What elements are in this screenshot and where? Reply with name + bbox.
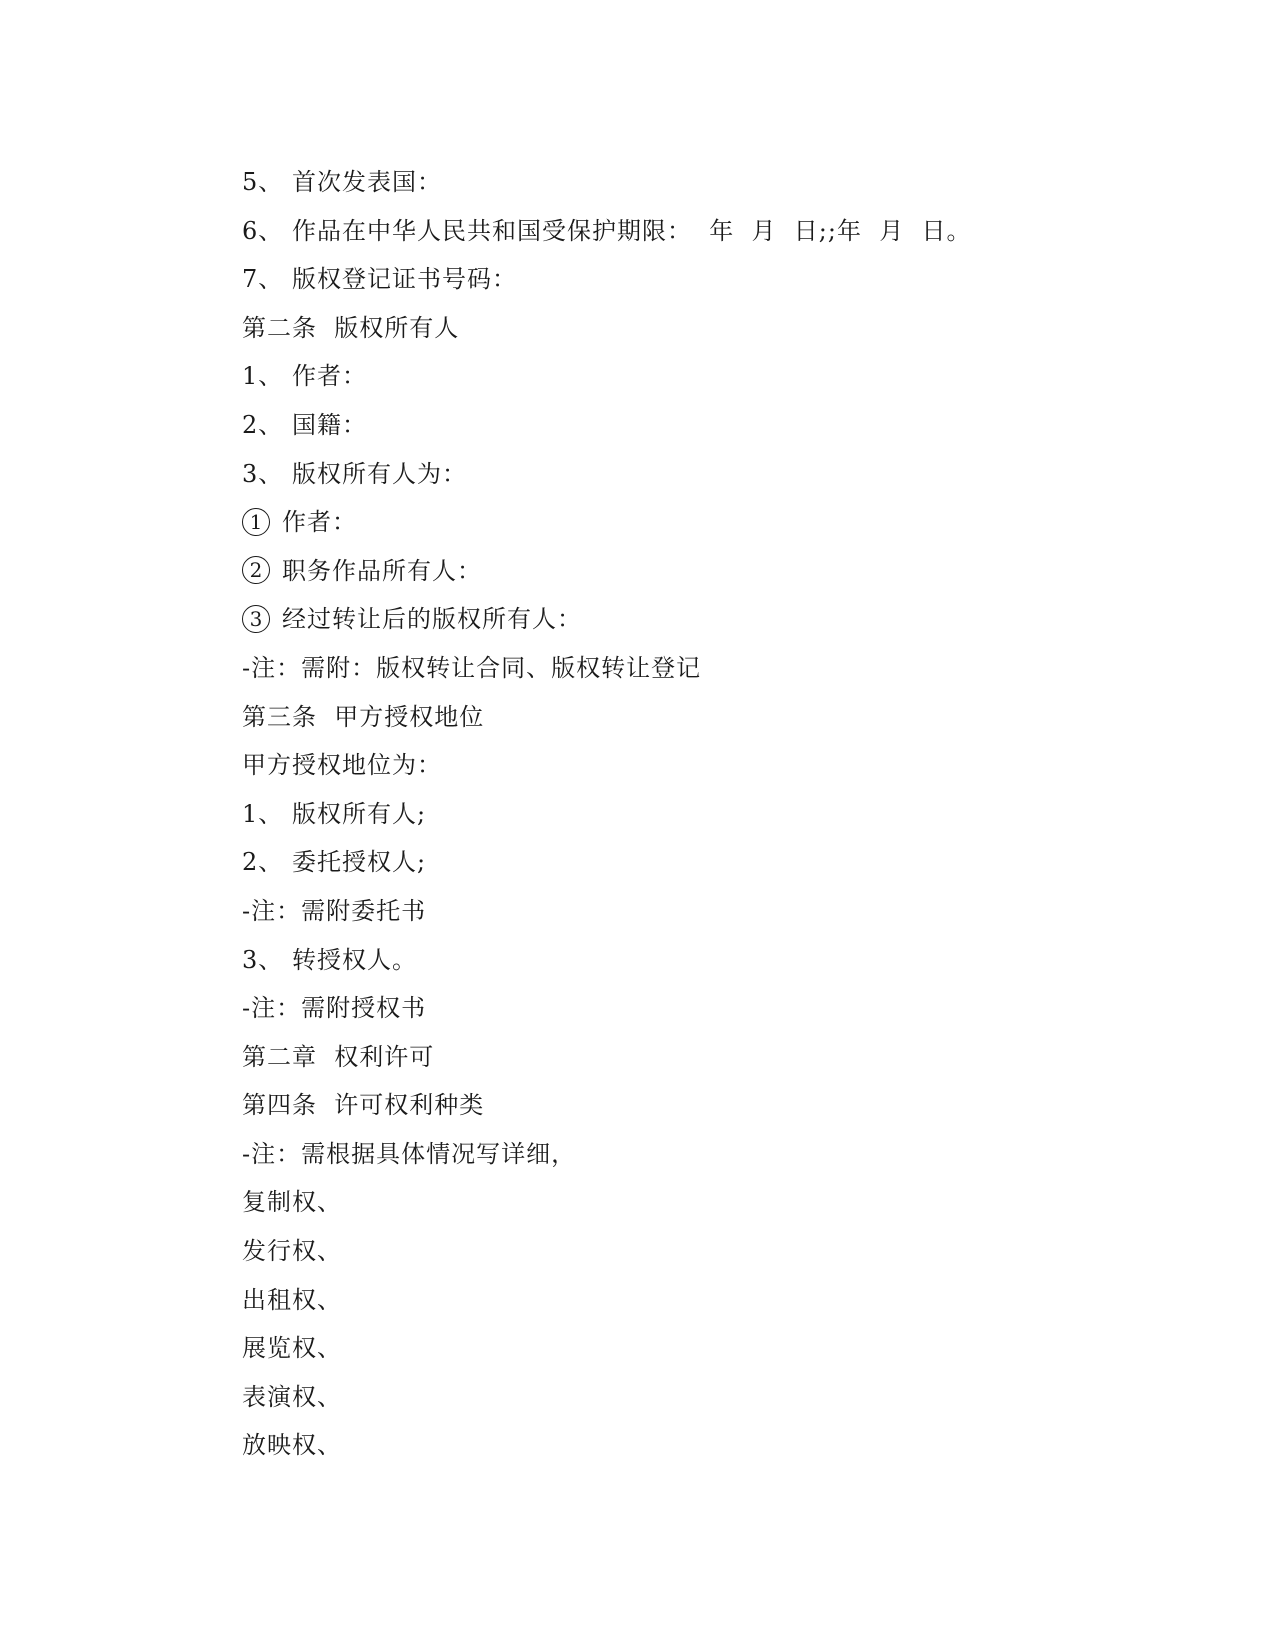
list-item-nationality <box>242 401 1062 450</box>
right-item-screening <box>242 1421 1062 1470</box>
item-text: 转授权人。 <box>292 945 417 974</box>
note-text: -注：需根据具体情况写详细， <box>242 1139 577 1168</box>
right-item-performance <box>242 1373 1062 1422</box>
heading-text: 第三条 甲方授权地位 <box>242 702 485 731</box>
item-number: 1、 <box>242 799 284 828</box>
list-item-entrusted-licensor <box>242 838 1062 887</box>
sub-item-author <box>242 498 1062 547</box>
item-text: 发行权、 <box>242 1237 342 1266</box>
document-body <box>242 158 1062 1470</box>
item-number: 5、 <box>242 168 284 196</box>
item-text: 国籍： <box>292 410 367 439</box>
circled-number: 2 <box>242 556 270 584</box>
item-number: 7、 <box>242 265 284 294</box>
list-item-protection-period <box>242 207 1062 256</box>
item-text: 作者： <box>282 508 357 537</box>
item-number: 3、 <box>242 459 284 488</box>
item-text: 出租权、 <box>242 1285 342 1314</box>
right-item-rental <box>242 1276 1062 1325</box>
note-text: -注：需附委托书 <box>242 896 427 925</box>
item-text: 作品在中华人民共和国受保护期限： 年 月 日;;年 月 日。 <box>292 216 972 245</box>
circled-number: 1 <box>242 508 270 536</box>
article-heading-party-a-authorization <box>242 693 1062 742</box>
note-text: -注：需附：版权转让合同、版权转让登记 <box>242 653 702 682</box>
list-item-first-publication-country <box>242 158 1062 207</box>
right-item-exhibition <box>242 1324 1062 1373</box>
item-number: 1、 <box>242 362 284 391</box>
paragraph-party-a-status <box>242 741 1062 790</box>
heading-text: 第二章 权利许可 <box>242 1042 435 1071</box>
item-text: 版权所有人为： <box>292 459 467 488</box>
article-heading-license-types <box>242 1081 1062 1130</box>
sub-item-work-for-hire-owner <box>242 547 1062 596</box>
note-power-of-attorney <box>242 887 1062 936</box>
item-number: 6、 <box>242 216 284 245</box>
item-number: 2、 <box>242 848 284 877</box>
item-number: 3、 <box>242 945 284 974</box>
item-text: 作者： <box>292 362 367 391</box>
paragraph-text: 甲方授权地位为： <box>242 751 442 780</box>
list-item-registration-number <box>242 255 1062 304</box>
list-item-owner-is <box>242 450 1062 499</box>
circled-number: 3 <box>242 605 270 633</box>
note-authorization-letter <box>242 984 1062 1033</box>
heading-text: 第二条 版权所有人 <box>242 313 460 342</box>
item-text: 首次发表国： <box>292 168 442 196</box>
note-text: -注：需附授权书 <box>242 994 427 1023</box>
item-text: 复制权、 <box>242 1188 342 1217</box>
item-text: 版权登记证书号码： <box>292 265 517 294</box>
item-text: 放映权、 <box>242 1431 342 1460</box>
item-text: 职务作品所有人： <box>282 556 482 585</box>
list-item-sublicensor <box>242 936 1062 985</box>
right-item-distribution <box>242 1227 1062 1276</box>
right-item-reproduction <box>242 1178 1062 1227</box>
item-text: 委托授权人; <box>292 848 427 877</box>
sub-item-transferred-owner <box>242 595 1062 644</box>
list-item-copyright-owner <box>242 790 1062 839</box>
item-text: 经过转让后的版权所有人： <box>282 605 582 634</box>
item-number: 2、 <box>242 410 284 439</box>
item-text: 版权所有人; <box>292 799 427 828</box>
chapter-heading-rights-license <box>242 1033 1062 1082</box>
heading-text: 第四条 许可权利种类 <box>242 1091 485 1120</box>
note-transfer-docs <box>242 644 1062 693</box>
list-item-author <box>242 352 1062 401</box>
item-text: 表演权、 <box>242 1382 342 1411</box>
item-text: 展览权、 <box>242 1334 342 1363</box>
article-heading-copyright-owner <box>242 304 1062 353</box>
note-specify-details <box>242 1130 1062 1179</box>
